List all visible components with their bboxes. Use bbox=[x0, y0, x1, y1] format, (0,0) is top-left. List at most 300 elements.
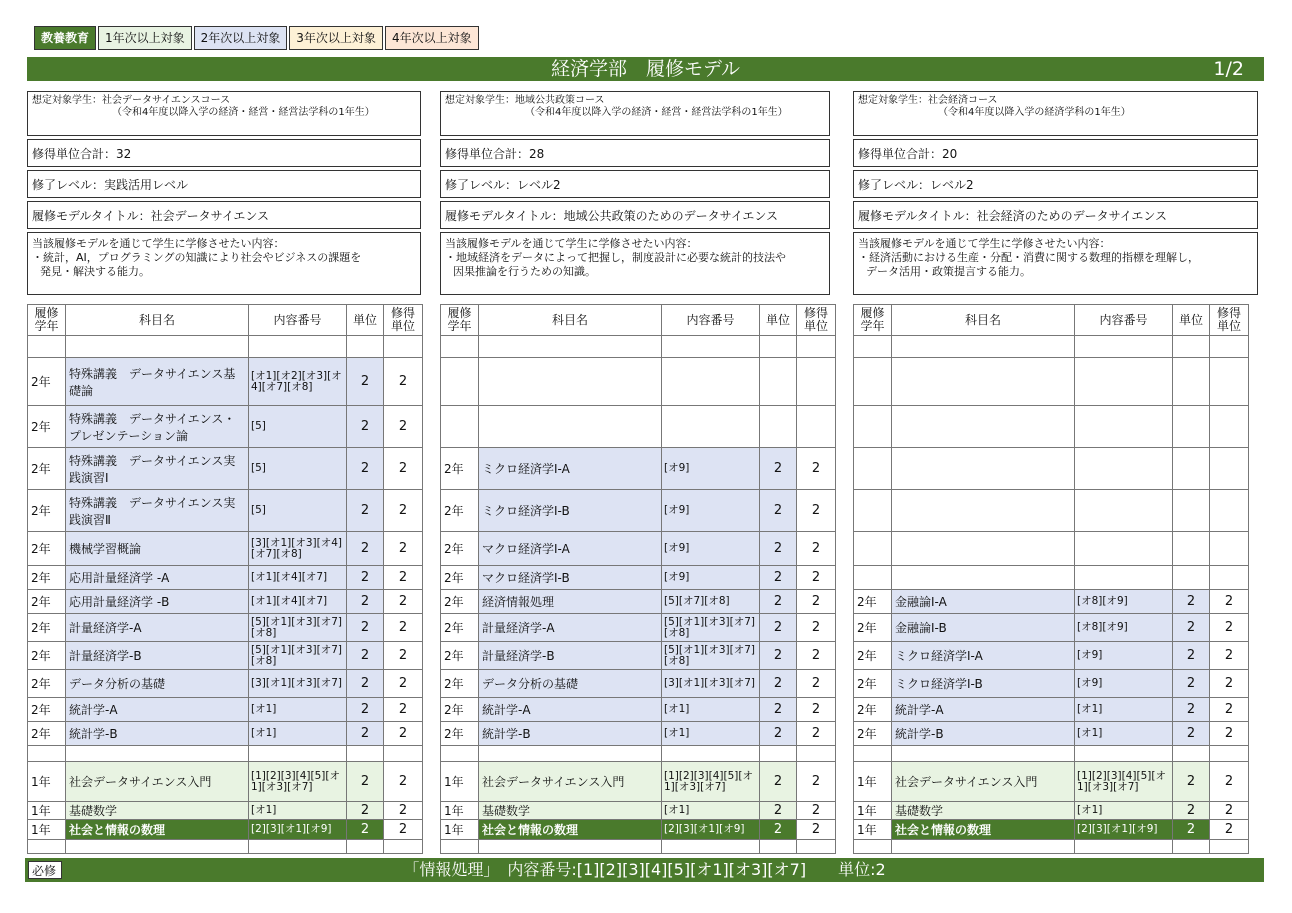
unit-cell: 2 bbox=[760, 490, 797, 532]
credit-cell: 2 bbox=[797, 614, 836, 642]
code-cell: [オ1] bbox=[662, 802, 760, 820]
content-heading: 当該履修モデルを通じて学生に学修させたい内容： bbox=[32, 237, 285, 250]
table-row bbox=[441, 532, 836, 566]
subject-cell: 社会と情報の数理 bbox=[479, 820, 662, 840]
unit-cell: 2 bbox=[1173, 590, 1210, 614]
subject-cell: 統計学-B bbox=[66, 722, 249, 746]
credit-cell: 2 bbox=[384, 820, 423, 840]
unit-cell bbox=[760, 358, 797, 406]
header-subject: 科目名 bbox=[892, 305, 1075, 336]
unit-cell: 2 bbox=[347, 532, 384, 566]
credit-cell: 2 bbox=[384, 490, 423, 532]
year-cell: 1年 bbox=[854, 802, 892, 820]
unit-cell: 2 bbox=[347, 642, 384, 670]
code-cell bbox=[662, 746, 760, 762]
credit-cell: 2 bbox=[384, 590, 423, 614]
credit-cell bbox=[1210, 532, 1249, 566]
table-row bbox=[441, 722, 836, 746]
page-title: 経済学部 履修モデル bbox=[550, 58, 741, 80]
model-info-3 bbox=[853, 91, 1258, 298]
content-line: データ活用・政策提言する能力。 bbox=[866, 265, 1031, 278]
year-cell: 2年 bbox=[441, 490, 479, 532]
year-cell: 2年 bbox=[441, 532, 479, 566]
table-row bbox=[441, 746, 836, 762]
unit-cell bbox=[1173, 746, 1210, 762]
year-cell: 2年 bbox=[854, 614, 892, 642]
credit-cell bbox=[797, 406, 836, 448]
subject-cell bbox=[66, 336, 249, 358]
table-row bbox=[28, 566, 423, 590]
credit-cell: 2 bbox=[797, 670, 836, 698]
year-cell: 2年 bbox=[28, 590, 66, 614]
unit-cell bbox=[1173, 406, 1210, 448]
table-row bbox=[441, 358, 836, 406]
year-cell: 2年 bbox=[28, 358, 66, 406]
year-cell: 1年 bbox=[28, 820, 66, 840]
unit-cell: 2 bbox=[760, 762, 797, 802]
code-cell: [オ9] bbox=[662, 532, 760, 566]
year-cell: 2年 bbox=[441, 566, 479, 590]
code-cell: [オ9] bbox=[662, 566, 760, 590]
code-cell bbox=[662, 406, 760, 448]
year-cell bbox=[28, 746, 66, 762]
year-cell bbox=[441, 358, 479, 406]
credit-cell bbox=[1210, 336, 1249, 358]
year-cell: 2年 bbox=[28, 614, 66, 642]
unit-cell: 2 bbox=[347, 406, 384, 448]
year-cell bbox=[441, 746, 479, 762]
subject-cell bbox=[892, 566, 1075, 590]
credit-cell: 2 bbox=[1210, 762, 1249, 802]
code-cell: [オ8][オ9] bbox=[1075, 590, 1173, 614]
table-row bbox=[441, 762, 836, 802]
year-cell bbox=[854, 840, 892, 854]
unit-cell bbox=[347, 336, 384, 358]
code-cell: [オ1] bbox=[662, 698, 760, 722]
credit-cell: 2 bbox=[384, 406, 423, 448]
unit-cell: 2 bbox=[760, 802, 797, 820]
unit-cell: 2 bbox=[347, 614, 384, 642]
year-cell: 1年 bbox=[28, 802, 66, 820]
year-cell bbox=[441, 840, 479, 854]
credit-cell: 2 bbox=[384, 358, 423, 406]
credit-cell: 2 bbox=[797, 566, 836, 590]
year-cell: 1年 bbox=[854, 762, 892, 802]
unit-cell: 2 bbox=[1173, 670, 1210, 698]
subject-cell bbox=[892, 746, 1075, 762]
subject-cell: ミクロ経済学Ⅰ-A bbox=[479, 448, 662, 490]
credit-cell: 2 bbox=[384, 802, 423, 820]
year-cell: 2年 bbox=[854, 670, 892, 698]
credit-cell: 2 bbox=[384, 614, 423, 642]
credit-cell: 2 bbox=[384, 698, 423, 722]
subject-cell bbox=[892, 840, 1075, 854]
credit-cell: 2 bbox=[1210, 698, 1249, 722]
legend-year4: 4年次以上対象 bbox=[385, 26, 479, 50]
unit-cell: 2 bbox=[760, 448, 797, 490]
credit-cell: 2 bbox=[384, 670, 423, 698]
unit-cell bbox=[347, 840, 384, 854]
model-title: 履修モデルタイトル：地域公共政策のためのデータサイエンス bbox=[440, 201, 830, 229]
subject-cell: ミクロ経済学Ⅰ-B bbox=[892, 670, 1075, 698]
year-cell: 2年 bbox=[441, 722, 479, 746]
credit-cell: 2 bbox=[797, 698, 836, 722]
subject-cell bbox=[892, 336, 1075, 358]
code-cell bbox=[662, 358, 760, 406]
completion-level: 修了レベル：実践活用レベル bbox=[27, 170, 421, 198]
table-row bbox=[854, 670, 1249, 698]
unit-cell: 2 bbox=[760, 532, 797, 566]
unit-cell: 2 bbox=[1173, 820, 1210, 840]
unit-cell: 2 bbox=[347, 566, 384, 590]
subject-cell: 統計学-A bbox=[66, 698, 249, 722]
code-cell: [オ1] bbox=[249, 802, 347, 820]
table-row bbox=[28, 336, 423, 358]
content-line: ・経済活動における生産・分配・消費に関する数理的指標を理解し， bbox=[858, 251, 1199, 264]
total-units: 修得単位合計：28 bbox=[440, 139, 830, 167]
subject-cell: 基礎数学 bbox=[892, 802, 1075, 820]
target-student bbox=[27, 91, 421, 136]
unit-cell bbox=[347, 746, 384, 762]
credit-cell bbox=[1210, 746, 1249, 762]
learning-content bbox=[27, 232, 421, 295]
credit-cell: 2 bbox=[797, 590, 836, 614]
credit-cell bbox=[1210, 448, 1249, 490]
code-cell bbox=[662, 336, 760, 358]
table-row bbox=[441, 566, 836, 590]
code-cell: [オ9] bbox=[1075, 642, 1173, 670]
table-row bbox=[854, 590, 1249, 614]
code-cell: [3][オ1][オ3][オ7] bbox=[662, 670, 760, 698]
unit-cell: 2 bbox=[347, 448, 384, 490]
completion-level: 修了レベル：レベル2 bbox=[853, 170, 1258, 198]
table-row bbox=[441, 336, 836, 358]
subject-cell: 経済情報処理 bbox=[479, 590, 662, 614]
header-year: 履修学年 bbox=[441, 305, 479, 336]
table-row bbox=[441, 670, 836, 698]
credit-cell: 2 bbox=[384, 448, 423, 490]
table-row bbox=[28, 722, 423, 746]
table-row bbox=[28, 746, 423, 762]
code-cell: [3][オ1][オ3][オ4][オ7][オ8] bbox=[249, 532, 347, 566]
content-line: ・地域経済をデータによって把握し，制度設計に必要な統計的技法や bbox=[445, 251, 786, 264]
subject-cell: 特殊講義 データサイエンス実践演習Ⅱ bbox=[66, 490, 249, 532]
credit-cell bbox=[797, 746, 836, 762]
table-row bbox=[854, 802, 1249, 820]
year-cell: 2年 bbox=[441, 698, 479, 722]
code-cell bbox=[249, 336, 347, 358]
code-cell: [オ1] bbox=[1075, 722, 1173, 746]
code-cell: [オ1] bbox=[249, 698, 347, 722]
unit-cell bbox=[1173, 532, 1210, 566]
unit-cell: 2 bbox=[347, 802, 384, 820]
unit-cell: 2 bbox=[760, 722, 797, 746]
code-cell: [5] bbox=[249, 490, 347, 532]
unit-cell: 2 bbox=[347, 762, 384, 802]
subject-cell bbox=[479, 336, 662, 358]
year-cell: 2年 bbox=[28, 642, 66, 670]
unit-cell: 2 bbox=[1173, 722, 1210, 746]
unit-cell bbox=[1173, 840, 1210, 854]
table-row bbox=[441, 642, 836, 670]
year-cell: 2年 bbox=[854, 642, 892, 670]
year-cell: 1年 bbox=[441, 820, 479, 840]
code-cell: [オ1] bbox=[1075, 698, 1173, 722]
code-cell bbox=[662, 840, 760, 854]
table-row bbox=[28, 840, 423, 854]
credit-cell: 2 bbox=[1210, 614, 1249, 642]
year-cell bbox=[28, 840, 66, 854]
unit-cell bbox=[1173, 490, 1210, 532]
table-row bbox=[28, 670, 423, 698]
unit-cell: 2 bbox=[1173, 762, 1210, 802]
credit-cell: 2 bbox=[384, 566, 423, 590]
completion-level: 修了レベル：レベル2 bbox=[440, 170, 830, 198]
code-cell: [オ9] bbox=[662, 490, 760, 532]
subject-cell bbox=[892, 490, 1075, 532]
unit-cell bbox=[1173, 566, 1210, 590]
unit-cell: 2 bbox=[1173, 802, 1210, 820]
unit-cell: 2 bbox=[760, 670, 797, 698]
year-cell: 1年 bbox=[441, 802, 479, 820]
code-cell: [5] bbox=[249, 406, 347, 448]
table-row bbox=[441, 698, 836, 722]
year-cell: 2年 bbox=[441, 670, 479, 698]
footer-message: 「情報処理」 内容番号:[1][2][3][4][5][オ1][オ3][オ7] 単位:2 bbox=[403, 860, 886, 879]
table-row bbox=[854, 840, 1249, 854]
year-cell bbox=[854, 358, 892, 406]
credit-cell: 2 bbox=[797, 722, 836, 746]
code-cell bbox=[249, 746, 347, 762]
learning-content bbox=[440, 232, 830, 295]
unit-cell: 2 bbox=[1173, 698, 1210, 722]
code-cell: [2][3][オ1][オ9] bbox=[1075, 820, 1173, 840]
unit-cell: 2 bbox=[760, 590, 797, 614]
subject-cell: マクロ経済学Ⅰ-B bbox=[479, 566, 662, 590]
unit-cell bbox=[760, 336, 797, 358]
header-unit: 単位 bbox=[347, 305, 384, 336]
model-info-1 bbox=[27, 91, 421, 298]
subject-cell: 基礎数学 bbox=[479, 802, 662, 820]
course-table-1 bbox=[27, 304, 423, 854]
table-row bbox=[28, 448, 423, 490]
model-info-2 bbox=[440, 91, 830, 298]
table-row bbox=[28, 642, 423, 670]
subject-cell: 統計学-B bbox=[892, 722, 1075, 746]
table-row bbox=[441, 448, 836, 490]
subject-cell: 応用計量経済学 -B bbox=[66, 590, 249, 614]
header-year: 履修学年 bbox=[854, 305, 892, 336]
unit-cell bbox=[760, 406, 797, 448]
year-cell bbox=[441, 406, 479, 448]
table-row bbox=[28, 406, 423, 448]
legend-general: 教養教育 bbox=[34, 26, 96, 50]
target-student-note: （令和4年度以降入学の経済学科の1年生） bbox=[938, 107, 1131, 118]
unit-cell: 2 bbox=[760, 642, 797, 670]
header-credit: 修得単位 bbox=[1210, 305, 1249, 336]
target-student-line: 想定対象学生：地域公共政策コース bbox=[445, 95, 605, 106]
credit-cell: 2 bbox=[1210, 590, 1249, 614]
unit-cell bbox=[760, 840, 797, 854]
code-cell: [オ1] bbox=[249, 722, 347, 746]
content-line: 因果推論を行うための知識。 bbox=[453, 265, 596, 278]
unit-cell bbox=[1173, 448, 1210, 490]
code-cell: [オ9] bbox=[662, 448, 760, 490]
year-cell: 2年 bbox=[28, 670, 66, 698]
unit-cell: 2 bbox=[347, 490, 384, 532]
code-cell: [5][オ1][オ3][オ7][オ8] bbox=[249, 642, 347, 670]
target-student-line: 想定対象学生：社会データサイエンスコース bbox=[32, 95, 231, 106]
code-cell: [5][オ1][オ3][オ7][オ8] bbox=[662, 614, 760, 642]
year-cell bbox=[854, 406, 892, 448]
code-cell: [オ8][オ9] bbox=[1075, 614, 1173, 642]
credit-cell: 2 bbox=[1210, 820, 1249, 840]
header-code: 内容番号 bbox=[1075, 305, 1173, 336]
table-row bbox=[441, 820, 836, 840]
target-student-line: 想定対象学生：社会経済コース bbox=[858, 95, 998, 106]
unit-cell: 2 bbox=[347, 358, 384, 406]
subject-cell: 社会と情報の数理 bbox=[66, 820, 249, 840]
legend-year2: 2年次以上対象 bbox=[194, 26, 288, 50]
code-cell: [5][オ7][オ8] bbox=[662, 590, 760, 614]
year-cell: 1年 bbox=[28, 762, 66, 802]
subject-cell: ミクロ経済学Ⅰ-B bbox=[479, 490, 662, 532]
header-unit: 単位 bbox=[760, 305, 797, 336]
learning-content bbox=[853, 232, 1258, 295]
subject-cell: 統計学-B bbox=[479, 722, 662, 746]
unit-cell bbox=[760, 746, 797, 762]
credit-cell bbox=[384, 840, 423, 854]
total-units: 修得単位合計：20 bbox=[853, 139, 1258, 167]
credit-cell: 2 bbox=[797, 490, 836, 532]
subject-cell: 特殊講義 データサイエンス・プレゼンテーション論 bbox=[66, 406, 249, 448]
subject-cell bbox=[892, 406, 1075, 448]
code-cell bbox=[1075, 840, 1173, 854]
table-row bbox=[854, 358, 1249, 406]
year-cell: 2年 bbox=[28, 532, 66, 566]
subject-cell: データ分析の基礎 bbox=[479, 670, 662, 698]
table-row bbox=[28, 590, 423, 614]
credit-cell bbox=[797, 358, 836, 406]
year-cell: 2年 bbox=[28, 566, 66, 590]
credit-cell bbox=[384, 746, 423, 762]
code-cell: [1][2][3][4][5][オ1][オ3][オ7] bbox=[1075, 762, 1173, 802]
content-line: 発見・解決する能力。 bbox=[40, 265, 150, 278]
year-cell bbox=[854, 746, 892, 762]
year-cell bbox=[854, 448, 892, 490]
subject-cell: 社会データサイエンス入門 bbox=[66, 762, 249, 802]
model-title: 履修モデルタイトル：社会経済のためのデータサイエンス bbox=[853, 201, 1258, 229]
unit-cell: 2 bbox=[760, 566, 797, 590]
year-cell: 2年 bbox=[441, 642, 479, 670]
subject-cell: 特殊講義 データサイエンス基礎論 bbox=[66, 358, 249, 406]
subject-cell: 応用計量経済学 -A bbox=[66, 566, 249, 590]
year-cell bbox=[441, 336, 479, 358]
year-cell: 1年 bbox=[441, 762, 479, 802]
legend-year1: 1年次以上対象 bbox=[98, 26, 192, 50]
target-student-note: （令和4年度以降入学の経済・経営・経営法学科の1年生） bbox=[112, 107, 375, 118]
subject-cell: データ分析の基礎 bbox=[66, 670, 249, 698]
header-subject: 科目名 bbox=[66, 305, 249, 336]
unit-cell: 2 bbox=[1173, 614, 1210, 642]
table-row bbox=[854, 532, 1249, 566]
table-row bbox=[28, 358, 423, 406]
table-row bbox=[28, 532, 423, 566]
subject-cell bbox=[66, 746, 249, 762]
credit-cell: 2 bbox=[797, 820, 836, 840]
credit-cell: 2 bbox=[384, 722, 423, 746]
target-student-note: （令和4年度以降入学の経済・経営・経営法学科の1年生） bbox=[525, 107, 788, 118]
table-row bbox=[854, 448, 1249, 490]
subject-cell: 統計学-A bbox=[479, 698, 662, 722]
table-row bbox=[854, 566, 1249, 590]
unit-cell: 2 bbox=[347, 670, 384, 698]
subject-cell: 統計学-A bbox=[892, 698, 1075, 722]
unit-cell: 2 bbox=[347, 820, 384, 840]
model-title: 履修モデルタイトル：社会データサイエンス bbox=[27, 201, 421, 229]
credit-cell: 2 bbox=[1210, 802, 1249, 820]
credit-cell: 2 bbox=[797, 532, 836, 566]
subject-cell: ミクロ経済学Ⅰ-A bbox=[892, 642, 1075, 670]
content-heading: 当該履修モデルを通じて学生に学修させたい内容： bbox=[445, 237, 698, 250]
table-row bbox=[441, 490, 836, 532]
code-cell: [3][オ1][オ3][オ7] bbox=[249, 670, 347, 698]
target-student bbox=[440, 91, 830, 136]
year-cell: 1年 bbox=[854, 820, 892, 840]
year-cell: 2年 bbox=[28, 448, 66, 490]
table-row bbox=[854, 490, 1249, 532]
year-cell: 2年 bbox=[854, 590, 892, 614]
subject-cell: 機械学習概論 bbox=[66, 532, 249, 566]
unit-cell: 2 bbox=[760, 820, 797, 840]
code-cell: [オ1][オ4][オ7] bbox=[249, 590, 347, 614]
header-code: 内容番号 bbox=[662, 305, 760, 336]
subject-cell bbox=[892, 448, 1075, 490]
credit-cell bbox=[797, 840, 836, 854]
credit-cell: 2 bbox=[1210, 642, 1249, 670]
subject-cell bbox=[892, 532, 1075, 566]
code-cell bbox=[1075, 566, 1173, 590]
subject-cell: マクロ経済学Ⅰ-A bbox=[479, 532, 662, 566]
legend bbox=[34, 26, 481, 50]
header-code: 内容番号 bbox=[249, 305, 347, 336]
credit-cell bbox=[1210, 490, 1249, 532]
code-cell: [2][3][オ1][オ9] bbox=[662, 820, 760, 840]
year-cell bbox=[854, 336, 892, 358]
subject-cell bbox=[479, 840, 662, 854]
year-cell: 2年 bbox=[28, 722, 66, 746]
table-row bbox=[28, 614, 423, 642]
subject-cell: 社会と情報の数理 bbox=[892, 820, 1075, 840]
header-year: 履修学年 bbox=[28, 305, 66, 336]
subject-cell: 社会データサイエンス入門 bbox=[892, 762, 1075, 802]
code-cell bbox=[1075, 448, 1173, 490]
unit-cell bbox=[1173, 358, 1210, 406]
code-cell: [2][3][オ1][オ9] bbox=[249, 820, 347, 840]
year-cell: 2年 bbox=[441, 590, 479, 614]
year-cell: 2年 bbox=[441, 448, 479, 490]
table-row bbox=[854, 762, 1249, 802]
code-cell bbox=[1075, 490, 1173, 532]
table-row bbox=[28, 802, 423, 820]
table-row bbox=[441, 406, 836, 448]
credit-cell: 2 bbox=[1210, 670, 1249, 698]
subject-cell: 計量経済学-A bbox=[479, 614, 662, 642]
target-student bbox=[853, 91, 1258, 136]
header-unit: 単位 bbox=[1173, 305, 1210, 336]
code-cell bbox=[1075, 406, 1173, 448]
table-row bbox=[28, 698, 423, 722]
